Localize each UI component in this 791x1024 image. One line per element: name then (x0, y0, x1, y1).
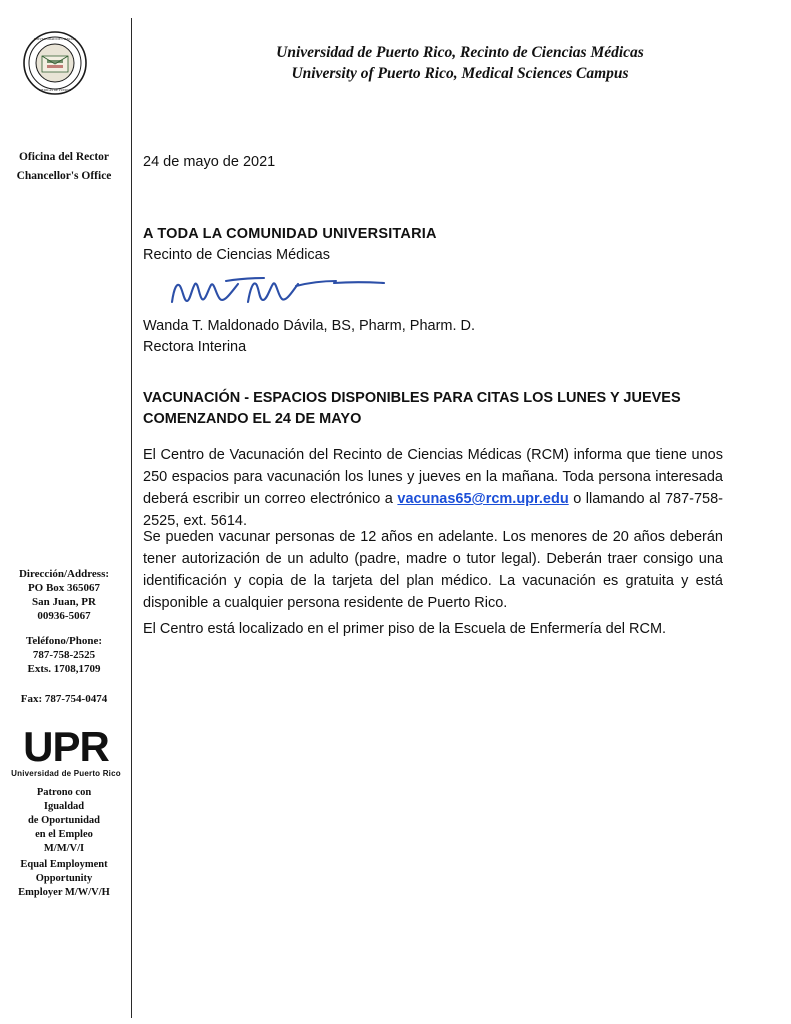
addressee-line-1: A TODA LA COMUNIDAD UNIVERSITARIA (143, 226, 437, 242)
letterhead-divider (131, 18, 132, 1018)
letter-addressee (143, 224, 437, 266)
letter-paragraph-1 (143, 444, 723, 532)
patrono-line-5: M/M/V/I (43, 843, 85, 854)
paragraph-1-text-before: El Centro de Vacunación del Recinto de Ciencias Médicas (RCM) informa que tiene unos 250 espacios para vacunación los lunes y jueves en la mañana. Toda persona interesada deberá escribir un correo electrónico a (143, 447, 723, 507)
address-line-3: 00936-5067 (37, 610, 91, 622)
patrono-line-2: Igualdad (43, 801, 85, 812)
signer-name: Wanda T. Maldonado Dávila, BS, Pharm, Pharm. D. (143, 318, 476, 334)
patrono-line-3: de Oportunidad (27, 815, 101, 826)
subject-line-2: COMENZANDO EL 24 DE MAYO (143, 411, 362, 427)
equal-line-2: Opportunity (35, 873, 93, 884)
signature-image (168, 272, 398, 312)
fax-number: Fax: 787-754-0474 (20, 693, 108, 705)
phone-label: Teléfono/Phone: (26, 635, 102, 647)
address-label: Dirección/Address: (18, 568, 110, 580)
address-line-1: PO Box 365067 (27, 582, 101, 594)
page-top-edge (0, 0, 791, 6)
equal-line-3: Employer M/W/V/H (18, 887, 110, 898)
letter-signer (143, 316, 475, 358)
sidebar-office (0, 148, 128, 186)
patrono-line-1: Patrono con (36, 787, 92, 798)
patrono-line-4: en el Empleo (35, 829, 93, 840)
letter-subject (143, 388, 723, 430)
letterhead-title-es: Universidad de Puerto Rico, Recinto de Ciencias Médicas (276, 44, 644, 61)
equal-line-1: Equal Employment (20, 859, 108, 870)
subject-line-1: VACUNACIÓN - ESPACIOS DISPONIBLES PARA CITAS LOS LUNES Y JUEVES (143, 390, 681, 406)
letter-paragraph-2: Se pueden vacunar personas de 12 años en adelante. Los menores de 20 años deberán tener autorización de un adulto (padre, madre o tutor legal). Deberán traer consigo una identificación y copia de la tarjeta del plan médico. La vacunación es gratuita y está disponible a cualquier persona residente de Puerto Rico. (143, 529, 723, 611)
sidebar-fax (0, 692, 128, 706)
addressee-line-2: Recinto de Ciencias Médicas (143, 247, 330, 263)
svg-text:MEDICAS DE PUERTO: MEDICAS DE PUERTO (38, 88, 72, 92)
university-seal-icon (22, 30, 88, 96)
sidebar-equal-opportunity-es (0, 786, 128, 856)
svg-text:UNIVERSIDAD DE CIENCIAS: UNIVERSIDAD DE CIENCIAS (33, 37, 77, 41)
letterhead-titles (150, 42, 770, 84)
sidebar-address (0, 567, 128, 623)
email-link[interactable]: vacunas65@rcm.upr.edu (397, 491, 569, 507)
sidebar-phone (0, 634, 128, 676)
upr-logo-subtitle: Universidad de Puerto Rico (11, 769, 121, 778)
upr-logo-word: UPR (23, 723, 109, 770)
signer-title: Rectora Interina (143, 339, 247, 355)
office-label-es: Oficina del Rector (18, 151, 110, 163)
office-label-en: Chancellor's Office (16, 170, 112, 182)
upr-logo (8, 723, 124, 779)
letter-date: 24 de mayo de 2021 (143, 154, 276, 170)
address-line-2: San Juan, PR (32, 596, 96, 608)
letterhead-title-en: University of Puerto Rico, Medical Sciences Campus (291, 65, 629, 82)
sidebar-equal-opportunity-en (0, 858, 128, 900)
paragraph-1-text-after: o llamando al 787-758-2525, ext. 5614. (143, 491, 723, 529)
phone-number: 787-758-2525 (32, 649, 96, 661)
letter-paragraph-3: El Centro está localizado en el primer piso de la Escuela de Enfermería del RCM. (143, 621, 667, 637)
phone-extensions: Exts. 1708,1709 (27, 663, 101, 675)
